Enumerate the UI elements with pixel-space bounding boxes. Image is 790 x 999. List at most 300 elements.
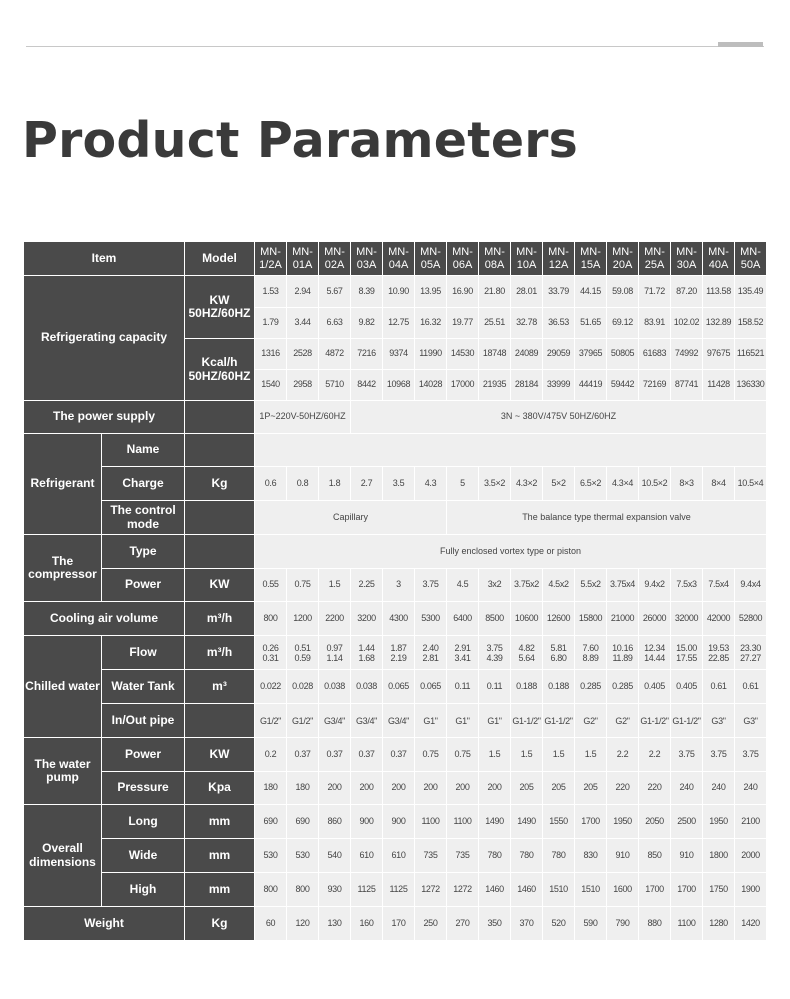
kw-60hz-value: 3.44: [287, 308, 319, 339]
flow-value: [543, 636, 575, 670]
kcal-50hz-value: 18748: [479, 339, 511, 370]
table-row: [24, 805, 767, 839]
kw-60hz-value: 19.77: [447, 308, 479, 339]
pump-pressure-value: 220: [607, 772, 639, 805]
kw-50hz-value: 1.53: [255, 276, 287, 308]
kw-60hz-value: 32.78: [511, 308, 543, 339]
flow-50hz-value: 7.60: [582, 642, 599, 653]
weight-value: 270: [447, 907, 479, 941]
pump-pressure-unit: Kpa: [185, 772, 255, 805]
table-row: [24, 670, 767, 704]
water-tank-value: 0.065: [415, 670, 447, 704]
flow-value: [671, 636, 703, 670]
weight-value: 880: [639, 907, 671, 941]
compressor-power-value: 3x2: [479, 569, 511, 602]
kcal-50hz-value: 9374: [383, 339, 415, 370]
kw-50hz-value: 5.67: [319, 276, 351, 308]
water-tank-value: 0.11: [479, 670, 511, 704]
flow-value: [639, 636, 671, 670]
chilled-flow-unit: m³/h: [185, 636, 255, 670]
weight-value: 170: [383, 907, 415, 941]
refrigerant-charge-unit: Kg: [185, 467, 255, 501]
weight-label: Weight: [24, 907, 185, 941]
flow-value: [415, 636, 447, 670]
pump-pressure-value: 200: [415, 772, 447, 805]
flow-value: [287, 636, 319, 670]
long-value: 900: [383, 805, 415, 839]
kcal-60hz-value: 28184: [511, 370, 543, 401]
dim-long-label: Long: [102, 805, 185, 839]
kw-50hz-value: 21.80: [479, 276, 511, 308]
long-value: 900: [351, 805, 383, 839]
pump-power-label: Power: [102, 738, 185, 772]
flow-50hz-value: 0.26: [262, 642, 279, 653]
weight-value: 370: [511, 907, 543, 941]
high-value: 1125: [351, 873, 383, 907]
flow-value: [479, 636, 511, 670]
water-tank-value: 0.61: [735, 670, 767, 704]
pump-pressure-value: 205: [543, 772, 575, 805]
pump-power-value: 0.75: [447, 738, 479, 772]
kcal-60hz-value: 2958: [287, 370, 319, 401]
weight-value: 790: [607, 907, 639, 941]
kcal-50hz-value: 24089: [511, 339, 543, 370]
long-value: 1490: [511, 805, 543, 839]
wide-value: 910: [607, 839, 639, 873]
long-value: 2050: [639, 805, 671, 839]
pipe-value: G1-1/2": [671, 704, 703, 738]
high-value: 1600: [607, 873, 639, 907]
pipe-unit: [185, 704, 255, 738]
flow-50hz-value: 4.82: [518, 642, 535, 653]
water-tank-value: 0.188: [543, 670, 575, 704]
high-value: 1750: [703, 873, 735, 907]
kcal-60hz-value: 10968: [383, 370, 415, 401]
power-supply-single-phase: 1P~220V-50HZ/60HZ: [255, 401, 351, 434]
wide-value: 1800: [703, 839, 735, 873]
water-tank-value: 0.038: [319, 670, 351, 704]
kw-50hz-value: 44.15: [575, 276, 607, 308]
pipe-value: G3": [703, 704, 735, 738]
water-tank-value: 0.188: [511, 670, 543, 704]
charge-value: 2.7: [351, 467, 383, 501]
flow-value: [735, 636, 767, 670]
model-name: MN-05A: [415, 242, 447, 276]
long-value: 1950: [703, 805, 735, 839]
flow-50hz-value: 10.16: [612, 642, 633, 653]
table-row: [24, 907, 767, 941]
wide-value: 910: [671, 839, 703, 873]
refrigerant-name-unit: [185, 434, 255, 467]
kcal-60hz-value: 1540: [255, 370, 287, 401]
water-tank-value: 0.038: [351, 670, 383, 704]
weight-value: 1280: [703, 907, 735, 941]
pipe-value: G1": [479, 704, 511, 738]
pump-pressure-value: 200: [383, 772, 415, 805]
model-name: MN-25A: [639, 242, 671, 276]
kcal-60hz-value: 17000: [447, 370, 479, 401]
water-pump-label: The water pump: [24, 738, 102, 805]
wide-value: 780: [543, 839, 575, 873]
charge-value: 0.6: [255, 467, 287, 501]
flow-50hz-value: 1.87: [390, 642, 407, 653]
charge-value: 8×4: [703, 467, 735, 501]
kcal-50hz-value: 4872: [319, 339, 351, 370]
charge-value: 0.8: [287, 467, 319, 501]
long-value: 1950: [607, 805, 639, 839]
page-title: Product Parameters: [22, 112, 578, 169]
pipe-value: G1-1/2": [543, 704, 575, 738]
wide-value: 850: [639, 839, 671, 873]
long-value: 1100: [447, 805, 479, 839]
flow-value: [703, 636, 735, 670]
model-name: MN-50A: [735, 242, 767, 276]
charge-value: 10.5×4: [735, 467, 767, 501]
flow-50hz-value: 3.75: [486, 642, 503, 653]
flow-60hz-value: 2.19: [390, 652, 407, 663]
pipe-label: In/Out pipe: [102, 704, 185, 738]
wide-value: 530: [255, 839, 287, 873]
pump-power-value: 0.37: [351, 738, 383, 772]
power-supply-three-phase: 3N ~ 380V/475V 50HZ/60HZ: [351, 401, 767, 434]
table-row: [24, 704, 767, 738]
compressor-power-value: 2.25: [351, 569, 383, 602]
pipe-value: G2": [575, 704, 607, 738]
pump-power-value: 1.5: [479, 738, 511, 772]
flow-60hz-value: 0.59: [294, 652, 311, 663]
cooling-air-value: 2200: [319, 602, 351, 636]
pump-power-value: 3.75: [671, 738, 703, 772]
flow-value: [255, 636, 287, 670]
dim-long-unit: mm: [185, 805, 255, 839]
control-mode-capillary: Capillary: [255, 501, 447, 535]
cooling-air-label: Cooling air volume: [24, 602, 185, 636]
pipe-value: G1": [415, 704, 447, 738]
flow-60hz-value: 2.81: [422, 652, 439, 663]
flow-value: [607, 636, 639, 670]
high-value: 1900: [735, 873, 767, 907]
kw-60hz-value: 132.89: [703, 308, 735, 339]
top-divider-accent: [718, 42, 763, 47]
kw-50hz-value: 13.95: [415, 276, 447, 308]
pump-power-value: 2.2: [639, 738, 671, 772]
table-row: [24, 434, 767, 467]
compressor-power-value: 3.75: [415, 569, 447, 602]
item-header: Item: [24, 242, 185, 276]
cooling-air-value: 4300: [383, 602, 415, 636]
refrigerant-label: Refrigerant: [24, 434, 102, 535]
cooling-air-value: 10600: [511, 602, 543, 636]
charge-value: 3.5: [383, 467, 415, 501]
cooling-air-value: 32000: [671, 602, 703, 636]
kcal-50hz-value: 2528: [287, 339, 319, 370]
pump-power-value: 1.5: [543, 738, 575, 772]
flow-60hz-value: 3.41: [454, 652, 471, 663]
model-name: MN-02A: [319, 242, 351, 276]
cooling-air-value: 15800: [575, 602, 607, 636]
pump-pressure-value: 200: [479, 772, 511, 805]
compressor-power-value: 9.4x2: [639, 569, 671, 602]
kcal-50hz-value: 14530: [447, 339, 479, 370]
table-row: [24, 276, 767, 308]
pump-pressure-value: 205: [575, 772, 607, 805]
charge-value: 4.3: [415, 467, 447, 501]
model-name: MN-06A: [447, 242, 479, 276]
pump-pressure-value: 180: [287, 772, 319, 805]
compressor-power-value: 3: [383, 569, 415, 602]
model-name: MN-10A: [511, 242, 543, 276]
kcal-50hz-value: 116521: [735, 339, 767, 370]
kcal-60hz-value: 21935: [479, 370, 511, 401]
compressor-label: The compressor: [24, 535, 102, 602]
flow-60hz-value: 11.89: [612, 652, 633, 663]
compressor-power-value: 3.75x4: [607, 569, 639, 602]
kcal-60hz-value: 136330: [735, 370, 767, 401]
kcal-60hz-value: 44419: [575, 370, 607, 401]
long-value: 1490: [479, 805, 511, 839]
kw-50hz-value: 28.01: [511, 276, 543, 308]
high-value: 930: [319, 873, 351, 907]
pump-pressure-label: Pressure: [102, 772, 185, 805]
pump-pressure-value: 205: [511, 772, 543, 805]
weight-value: 160: [351, 907, 383, 941]
pump-pressure-value: 200: [319, 772, 351, 805]
dim-high-label: High: [102, 873, 185, 907]
model-name: MN-15A: [575, 242, 607, 276]
high-value: 800: [287, 873, 319, 907]
kw-50hz-value: 113.58: [703, 276, 735, 308]
long-value: 690: [255, 805, 287, 839]
charge-value: 4.3×2: [511, 467, 543, 501]
kw-60hz-value: 158.52: [735, 308, 767, 339]
kw-60hz-value: 83.91: [639, 308, 671, 339]
long-value: 2100: [735, 805, 767, 839]
model-name: MN-03A: [351, 242, 383, 276]
table-row: [24, 401, 767, 434]
high-value: 1460: [479, 873, 511, 907]
long-value: 690: [287, 805, 319, 839]
table-row: [24, 772, 767, 805]
model-name: MN-12A: [543, 242, 575, 276]
kw-50hz-value: 87.20: [671, 276, 703, 308]
flow-50hz-value: 12.34: [644, 642, 665, 653]
long-value: 1700: [575, 805, 607, 839]
compressor-type-value: Fully enclosed vortex type or piston: [255, 535, 767, 569]
weight-value: 520: [543, 907, 575, 941]
charge-value: 6.5×2: [575, 467, 607, 501]
pump-power-value: 0.37: [319, 738, 351, 772]
flow-60hz-value: 1.68: [358, 652, 375, 663]
kw-50hz-value: 33.79: [543, 276, 575, 308]
charge-value: 8×3: [671, 467, 703, 501]
table-row: [24, 501, 767, 535]
model-name: MN-08A: [479, 242, 511, 276]
flow-50hz-value: 19.53: [708, 642, 729, 653]
pipe-value: G1": [447, 704, 479, 738]
kcal-50hz-value: 61683: [639, 339, 671, 370]
cooling-air-value: 21000: [607, 602, 639, 636]
long-value: 1550: [543, 805, 575, 839]
flow-value: [383, 636, 415, 670]
compressor-type-unit: [185, 535, 255, 569]
table-row: [24, 738, 767, 772]
flow-50hz-value: 23.30: [740, 642, 761, 653]
water-tank-value: 0.61: [703, 670, 735, 704]
pipe-value: G3/4": [383, 704, 415, 738]
charge-value: 5×2: [543, 467, 575, 501]
flow-value: [575, 636, 607, 670]
long-value: 2500: [671, 805, 703, 839]
high-value: 1510: [543, 873, 575, 907]
compressor-power-label: Power: [102, 569, 185, 602]
control-mode-label: The control mode: [102, 501, 185, 535]
top-divider-line: [26, 46, 764, 47]
table-row: [24, 873, 767, 907]
water-tank-label: Water Tank: [102, 670, 185, 704]
cooling-air-value: 6400: [447, 602, 479, 636]
kcal-60hz-value: 5710: [319, 370, 351, 401]
charge-value: 1.8: [319, 467, 351, 501]
refrigerating-capacity-label: Refrigerating capacity: [24, 276, 185, 401]
compressor-power-value: 7.5x4: [703, 569, 735, 602]
pipe-value: G1-1/2": [639, 704, 671, 738]
flow-60hz-value: 5.64: [518, 652, 535, 663]
cooling-air-value: 1200: [287, 602, 319, 636]
dim-high-unit: mm: [185, 873, 255, 907]
kcal-50hz-value: 37965: [575, 339, 607, 370]
refrigerating-kw-unit: KW 50HZ/60HZ: [185, 276, 255, 339]
kw-50hz-value: 59.08: [607, 276, 639, 308]
charge-value: 4.3×4: [607, 467, 639, 501]
wide-value: 780: [479, 839, 511, 873]
compressor-power-value: 0.75: [287, 569, 319, 602]
water-tank-value: 0.405: [639, 670, 671, 704]
pump-pressure-value: 200: [351, 772, 383, 805]
kw-60hz-value: 12.75: [383, 308, 415, 339]
model-name: MN-30A: [671, 242, 703, 276]
pipe-value: G3/4": [319, 704, 351, 738]
kw-60hz-value: 51.65: [575, 308, 607, 339]
cooling-air-value: 3200: [351, 602, 383, 636]
wide-value: 780: [511, 839, 543, 873]
kcal-50hz-value: 29059: [543, 339, 575, 370]
flow-60hz-value: 1.14: [326, 652, 343, 663]
pump-power-value: 1.5: [511, 738, 543, 772]
weight-value: 590: [575, 907, 607, 941]
dimensions-label: Overall dimensions: [24, 805, 102, 907]
cooling-air-value: 26000: [639, 602, 671, 636]
kw-60hz-value: 1.79: [255, 308, 287, 339]
kcal-50hz-value: 50805: [607, 339, 639, 370]
wide-value: 610: [351, 839, 383, 873]
flow-50hz-value: 2.91: [454, 642, 471, 653]
high-value: 1460: [511, 873, 543, 907]
compressor-power-value: 3.75x2: [511, 569, 543, 602]
pipe-value: G1-1/2": [511, 704, 543, 738]
weight-value: 1100: [671, 907, 703, 941]
control-mode-valve: The balance type thermal expansion valve: [447, 501, 767, 535]
high-value: 1510: [575, 873, 607, 907]
power-supply-unit: [185, 401, 255, 434]
high-value: 1125: [383, 873, 415, 907]
wide-value: 530: [287, 839, 319, 873]
water-tank-value: 0.022: [255, 670, 287, 704]
flow-50hz-value: 5.81: [550, 642, 567, 653]
weight-unit: Kg: [185, 907, 255, 941]
cooling-air-value: 8500: [479, 602, 511, 636]
kw-50hz-value: 2.94: [287, 276, 319, 308]
kcal-60hz-value: 59442: [607, 370, 639, 401]
kcal-60hz-value: 87741: [671, 370, 703, 401]
pump-power-value: 3.75: [703, 738, 735, 772]
kcal-60hz-value: 8442: [351, 370, 383, 401]
pump-pressure-value: 200: [447, 772, 479, 805]
kw-60hz-value: 16.32: [415, 308, 447, 339]
wide-value: 830: [575, 839, 607, 873]
flow-50hz-value: 15.00: [676, 642, 697, 653]
high-value: 1272: [447, 873, 479, 907]
pump-power-unit: KW: [185, 738, 255, 772]
water-tank-value: 0.028: [287, 670, 319, 704]
pump-pressure-value: 240: [703, 772, 735, 805]
flow-60hz-value: 4.39: [486, 652, 503, 663]
wide-value: 735: [447, 839, 479, 873]
high-value: 1700: [639, 873, 671, 907]
kcal-60hz-value: 14028: [415, 370, 447, 401]
water-tank-value: 0.065: [383, 670, 415, 704]
refrigerant-name-value: [255, 434, 767, 467]
refrigerant-charge-label: Charge: [102, 467, 185, 501]
table-row: [24, 602, 767, 636]
table-row: [24, 535, 767, 569]
compressor-power-value: 9.4x4: [735, 569, 767, 602]
dim-wide-unit: mm: [185, 839, 255, 873]
weight-value: 60: [255, 907, 287, 941]
kcal-50hz-value: 1316: [255, 339, 287, 370]
pump-pressure-value: 240: [671, 772, 703, 805]
pump-power-value: 1.5: [575, 738, 607, 772]
wide-value: 2000: [735, 839, 767, 873]
refrigerating-kcal-unit: Kcal/h 50HZ/60HZ: [185, 339, 255, 401]
pipe-value: G3/4": [351, 704, 383, 738]
weight-value: 120: [287, 907, 319, 941]
kcal-60hz-value: 72169: [639, 370, 671, 401]
flow-50hz-value: 1.44: [358, 642, 375, 653]
flow-60hz-value: 27.27: [740, 652, 761, 663]
kcal-50hz-value: 11990: [415, 339, 447, 370]
high-value: 800: [255, 873, 287, 907]
compressor-power-unit: KW: [185, 569, 255, 602]
pump-pressure-value: 240: [735, 772, 767, 805]
kw-60hz-value: 25.51: [479, 308, 511, 339]
cooling-air-value: 800: [255, 602, 287, 636]
weight-value: 250: [415, 907, 447, 941]
model-name: MN-20A: [607, 242, 639, 276]
chilled-water-label: Chilled water: [24, 636, 102, 738]
kcal-50hz-value: 74992: [671, 339, 703, 370]
wide-value: 610: [383, 839, 415, 873]
weight-value: 350: [479, 907, 511, 941]
compressor-power-value: 4.5x2: [543, 569, 575, 602]
flow-60hz-value: 22.85: [708, 652, 729, 663]
cooling-air-value: 5300: [415, 602, 447, 636]
kw-50hz-value: 16.90: [447, 276, 479, 308]
table-row: [24, 839, 767, 873]
kw-50hz-value: 135.49: [735, 276, 767, 308]
flow-value: [511, 636, 543, 670]
kcal-50hz-value: 7216: [351, 339, 383, 370]
model-header: Model: [185, 242, 255, 276]
